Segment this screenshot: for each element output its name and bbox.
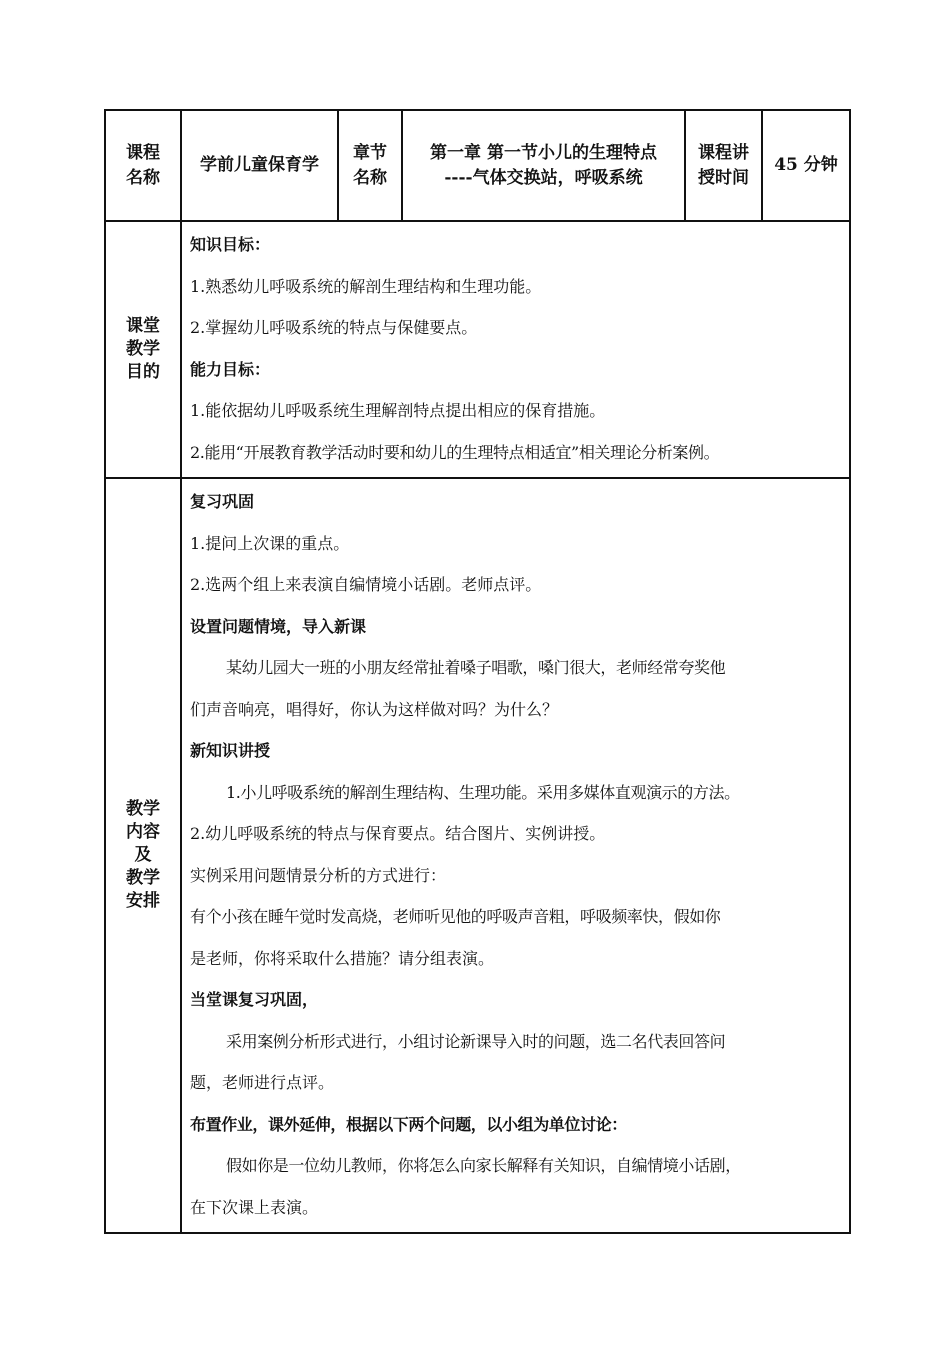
objectives-row xyxy=(105,221,850,478)
homework-line: 在下次课上表演。 xyxy=(190,1197,319,1217)
content-row xyxy=(105,478,850,1233)
new-knowledge-line: 实例采用问题情景分析的方式进行： xyxy=(190,865,447,885)
time-label-line: 授时间 xyxy=(698,167,749,188)
objectives-label-line: 目的 xyxy=(126,362,160,382)
content-label-line: 教学 xyxy=(126,799,160,819)
chapter-label-cell xyxy=(338,110,402,221)
teaching-content-cell xyxy=(181,478,850,1233)
content-label-cell xyxy=(105,478,181,1233)
course-name-value-cell xyxy=(181,110,338,221)
time-value-cell xyxy=(762,110,850,221)
review-title: 复习巩固 xyxy=(190,492,255,511)
class-review-line: 题，老师进行点评。 xyxy=(190,1073,335,1092)
chapter-value-cell xyxy=(402,110,685,221)
class-review-title: 当堂课复习巩固， xyxy=(190,990,319,1009)
lesson-plan-table xyxy=(104,109,851,1234)
chapter-value-line: 第一章 第一节小儿的生理特点 xyxy=(430,142,657,163)
intro-line: 们声音响亮，唱得好，你认为这样做对吗？为什么？ xyxy=(190,699,559,719)
knowledge-title: 知识目标： xyxy=(190,235,271,254)
chapter-label-line: 名称 xyxy=(353,167,387,188)
ability-item: 2.能用“开展教育教学活动时要和幼儿的生理特点相适宜”相关理论分析案例。 xyxy=(190,442,720,462)
review-item: 2.选两个组上来表演自编情境小话剧。老师点评。 xyxy=(190,575,542,594)
new-knowledge-line: 2.幼儿呼吸系统的特点与保育要点。结合图片、实例讲授。 xyxy=(190,824,606,843)
homework-line: 假如你是一位幼儿教师，你将怎么向家长解释有关知识，自编情境小话剧， xyxy=(226,1156,741,1175)
ability-item: 1.能依据幼儿呼吸系统生理解剖特点提出相应的保育措施。 xyxy=(190,401,606,420)
content-label-line: 及 xyxy=(134,845,152,865)
ability-title: 能力目标： xyxy=(190,359,271,379)
objectives-label-cell xyxy=(105,221,181,478)
chapter-label-line: 章节 xyxy=(353,142,387,163)
course-name-label-line: 课程 xyxy=(126,142,160,163)
objectives-label-line: 教学 xyxy=(126,339,160,359)
class-review-line: 采用案例分析形式进行，小组讨论新课导入时的问题，选二名代表回答问 xyxy=(226,1031,726,1051)
homework-title: 布置作业，课外延伸，根据以下两个问题，以小组为单位讨论： xyxy=(190,1114,627,1134)
new-knowledge-line: 1.小儿呼吸系统的解剖生理结构、生理功能。采用多媒体直观演示的方法。 xyxy=(226,782,740,802)
intro-title: 设置问题情境，导入新课 xyxy=(190,616,367,636)
objectives-content-cell xyxy=(181,221,850,478)
content-label-line: 教学 xyxy=(126,868,160,888)
course-name-label-line: 名称 xyxy=(126,167,160,188)
time-label-line: 课程讲 xyxy=(698,142,749,163)
content-label-line: 内容 xyxy=(126,822,160,842)
header-row xyxy=(105,110,850,221)
time-label-cell xyxy=(685,110,762,221)
new-knowledge-title: 新知识讲授 xyxy=(190,741,271,760)
time-value: 45 分钟 xyxy=(774,155,838,175)
intro-line: 某幼儿园大一班的小朋友经常扯着嗓子唱歌，嗓门很大，老师经常夸奖他 xyxy=(226,658,726,677)
new-knowledge-line: 是老师，你将采取什么措施？请分组表演。 xyxy=(190,948,495,968)
course-name-value: 学前儿童保育学 xyxy=(200,155,319,175)
review-item: 1.提问上次课的重点。 xyxy=(190,533,350,553)
knowledge-item: 2.掌握幼儿呼吸系统的特点与保健要点。 xyxy=(190,318,478,337)
objectives-label-line: 课堂 xyxy=(126,316,160,336)
content-label-line: 安排 xyxy=(126,891,160,911)
new-knowledge-line: 有个小孩在睡午觉时发高烧，老师听见他的呼吸声音粗，呼吸频率快，假如你 xyxy=(190,907,721,926)
course-name-label-cell xyxy=(105,110,181,221)
knowledge-item: 1.熟悉幼儿呼吸系统的解剖生理结构和生理功能。 xyxy=(190,276,542,296)
chapter-value-line: ----气体交换站，呼吸系统 xyxy=(444,167,643,188)
